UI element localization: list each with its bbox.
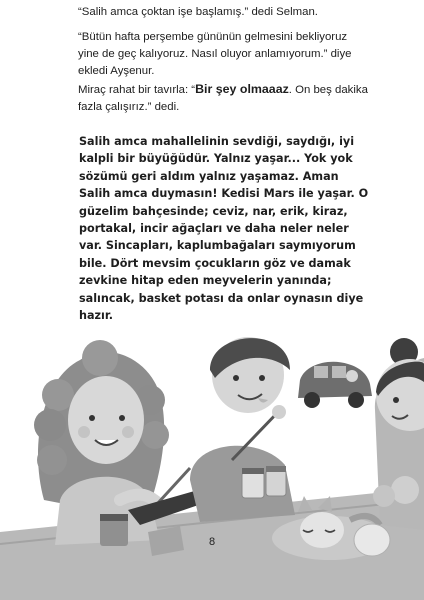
mirac-text-before: Miraç rahat bir tavırla: “: [78, 84, 196, 96]
paragraph-aysenur: “Bütün hafta perşembe gününün gelmesini bekliyoruz yine de geç kalıyoruz. Nasıl oluyor anlamıyorum.” diye ekledi Ayşenur.: [78, 31, 352, 77]
paragraph-salih-amca: Salih amca mahallelinin sevdiği, saydığı, iyi kalpli bir büyüğüdür. Yalnız yaşar... Yok yok sözümü geri aldım yalnız yaşamaz. Aman Salih amca duymasın! Kedisi Mars ile yaşar. O güzelim bahçesinde; ceviz, nar, erik, kiraz, portakal, incir ağaçları ve daha neler neler var. Sincapları, kaplumbağaları saymıyorum bile. Dört mevsim çocukların göz ve damak zevkine hitap eden meyvelerin yanında; salıncak, basket potası da onlar oynasın diye hazır.: [79, 135, 369, 323]
girl-with-bun: [373, 338, 424, 530]
mirac-text-after: . On beş dakika fazla çalışırız.” dedi.: [78, 84, 368, 113]
paragraph-mirac: [78, 81, 368, 116]
mirac-emphasis: Bir şey olmaaaz: [195, 82, 289, 96]
paragraph-selman: “Salih amca çoktan işe başlamış.” dedi Selman.: [78, 6, 318, 18]
children-illustration: [0, 300, 424, 600]
page-number: 8: [208, 536, 216, 548]
